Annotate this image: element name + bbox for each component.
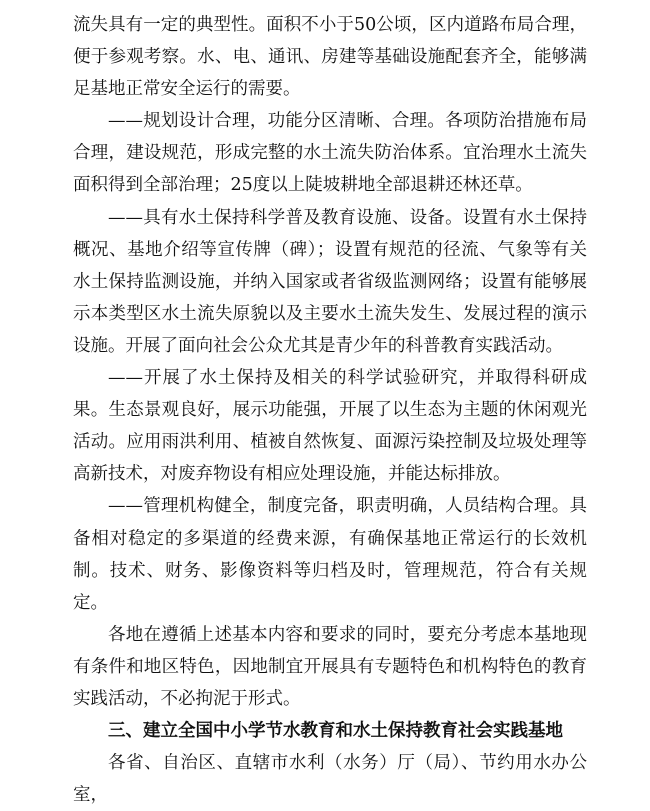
paragraph-scientific-research: ——开展了水土保持及相关的科学试验研究，并取得科研成果。生态景观良好，展示功能强，开展了以生态为主题的休闲观光活动。应用雨洪利用、植被自然恢复、面源污染控制及垃圾处理等高新技术，对废弃物设有相应处理设施，并能达标排放。 (73, 368, 587, 485)
section-heading: 三、建立全国中小学节水教育和水土保持教育社会实践基地 (108, 721, 563, 742)
document-body (73, 9, 587, 811)
paragraph-addressees: 各省、自治区、直辖市水利（水务）厅（局）、节约用水办公室， (73, 753, 587, 806)
paragraph-management: ——管理机构健全，制度完备，职责明确，人员结构合理。具备相对稳定的多渠道的经费来源，有确保基地正常运行的长效机制。技术、财务、影像资料等归档及时，管理规范，符合有关规定。 (73, 496, 587, 613)
paragraph-planning-design: ——规划设计合理，功能分区清晰、合理。各项防治措施布局合理，建设规范，形成完整的水土流失防治体系。宜治理水土流失面积得到全部治理；25度以上陡坡耕地全部退耕还林还草。 (73, 111, 587, 196)
paragraph-education-facilities: ——具有水土保持科学普及教育设施、设备。设置有水土保持概况、基地介绍等宣传牌（碑）；设置有规范的径流、气象等有关水土保持监测设施，并纳入国家或者省级监测网络；设置有能够展示本类型区水土流失原貌以及主要水土流失发生、发展过程的演示设施。开展了面向社会公众尤其是青少年的科普教育实践活动。 (73, 207, 587, 356)
paragraph-local-conditions: 各地在遵循上述基本内容和要求的同时，要充分考虑本基地现有条件和地区特色，因地制宜开展具有专题特色和机构特色的教育实践活动，不必拘泥于形式。 (73, 624, 587, 709)
paragraph-continuation: 流失具有一定的典型性。面积不小于50公顷，区内道路布局合理，便于参观考察。水、电、通讯、房建等基础设施配套齐全，能够满足基地正常安全运行的需要。 (73, 15, 587, 100)
